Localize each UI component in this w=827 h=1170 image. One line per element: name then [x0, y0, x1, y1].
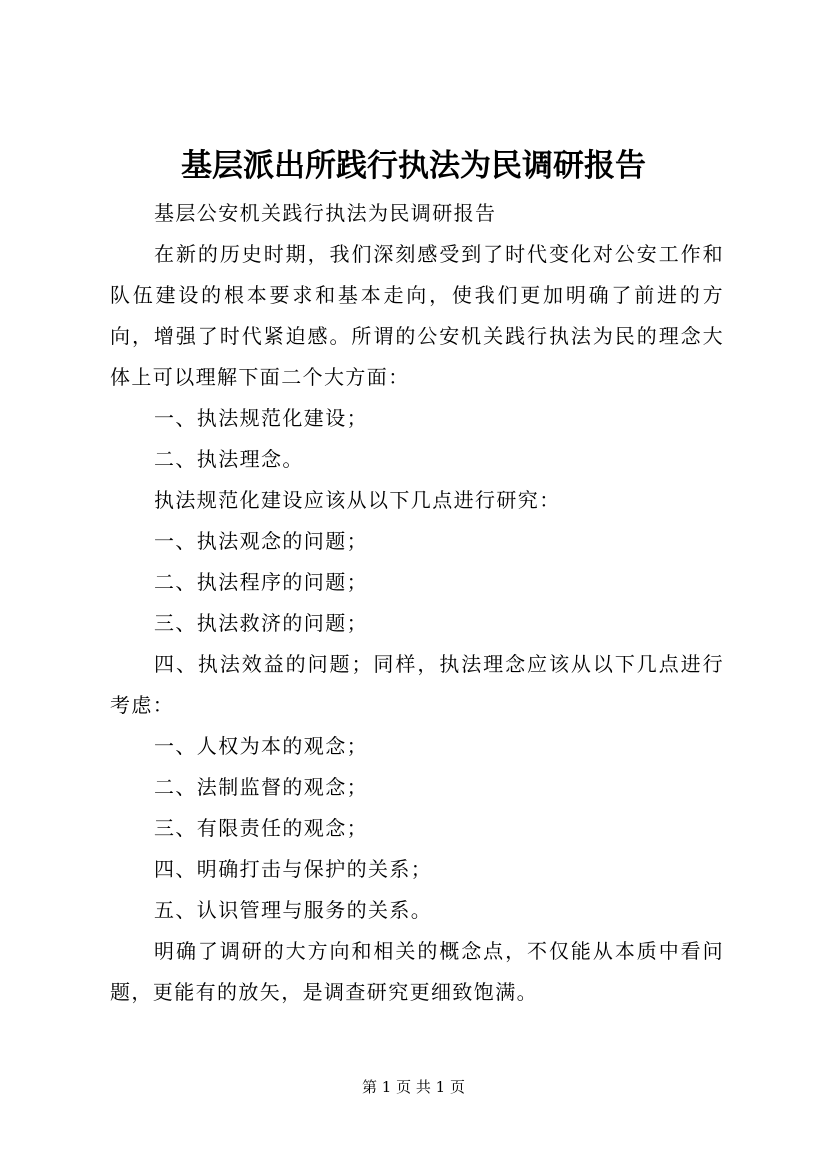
paragraph-intro: 在新的历史时期，我们深刻感受到了时代变化对公安工作和队伍建设的根本要求和基本走向，使我们更加明确了前进的方向，增强了时代紧迫感。所谓的公安机关践行执法为民的理念大体上可以理解下面二个大方面：	[110, 242, 724, 389]
list-item: 一、执法观念的问题；	[154, 529, 368, 553]
list-item: 一、执法规范化建设；	[154, 406, 368, 430]
list-item: 三、执法救济的问题；	[154, 611, 368, 635]
list-item: 四、明确打击与保护的关系；	[154, 857, 433, 881]
list-item: 三、有限责任的观念；	[154, 816, 368, 840]
list-item: 二、执法理念。	[154, 447, 304, 471]
paragraph-conclusion: 明确了调研的大方向和相关的概念点，不仅能从本质中看问题，更能有的放矢，是调查研究更细致饱满。	[110, 939, 724, 1004]
list-item: 二、法制监督的观念；	[154, 775, 368, 799]
document-title: 基层派出所践行执法为民调研报告	[181, 148, 646, 184]
list-item: 四、执法效益的问题；同样，执法理念应该从以下几点进行考虑：	[110, 652, 724, 717]
document-body	[110, 193, 724, 1013]
paragraph-subtitle: 基层公安机关践行执法为民调研报告	[154, 201, 497, 225]
page-footer	[0, 1076, 827, 1098]
list-item: 一、人权为本的观念；	[154, 734, 368, 758]
list-item: 五、认识管理与服务的关系。	[154, 898, 433, 922]
list-item: 二、执法程序的问题；	[154, 570, 368, 594]
page-number-label: 第 1 页 共 1 页	[362, 1078, 465, 1096]
paragraph-section-heading: 执法规范化建设应该从以下几点进行研究：	[154, 488, 561, 512]
